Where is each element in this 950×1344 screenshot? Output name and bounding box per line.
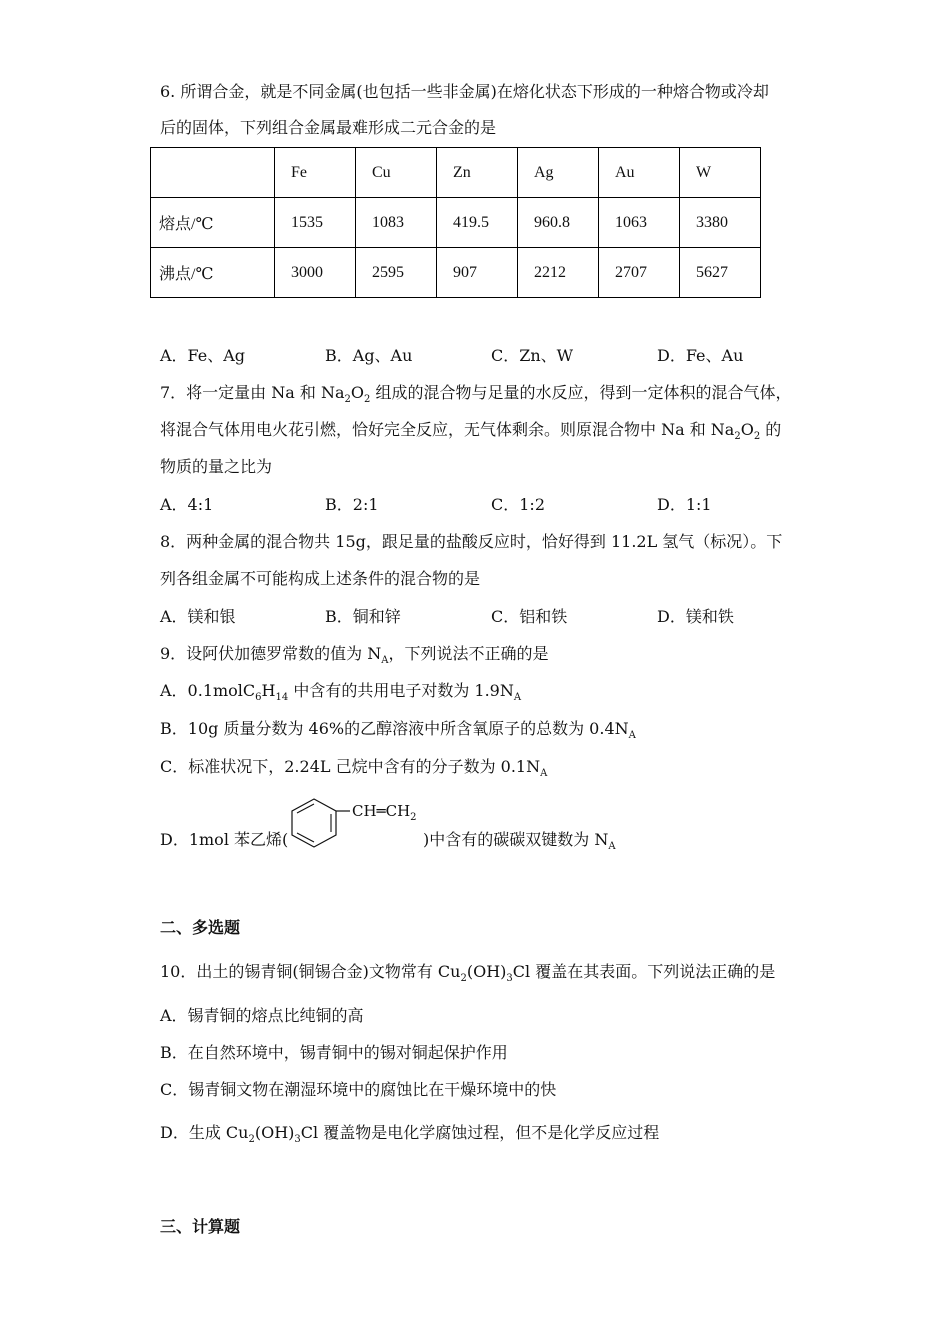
- table-cell: 3000: [275, 248, 356, 298]
- q7-option-d: D．1:1: [657, 495, 712, 514]
- q7-line2: 将混合气体用电火花引燃，恰好完全反应，无气体剩余。则原混合物中 Na 和 $Na_2O_2$ 的: [160, 420, 782, 442]
- table-cell: Fe: [275, 148, 356, 198]
- q7-option-a: A．4:1: [160, 495, 214, 514]
- table-cell: 3380: [680, 198, 761, 248]
- q9-option-d: D．1mol 苯乙烯(: [160, 830, 289, 849]
- table-header-row: [151, 148, 761, 198]
- table-cell: 1063: [599, 198, 680, 248]
- table-cell: 1083: [356, 198, 437, 248]
- q9-option-a: A．$0.1molC_6H_{14}$ 中含有的共用电子对数为 $1.9N_A$: [160, 681, 522, 703]
- q6-line1: 6. 所谓合金，就是不同金属(也包括一些非金属)在熔化状态下形成的一种熔合物或冷却: [160, 82, 769, 101]
- q10-option-b: B．在自然环境中，锡青铜中的锡对铜起保护作用: [160, 1043, 508, 1062]
- table-cell: 2707: [599, 248, 680, 298]
- q8-option-d: D．镁和铁: [657, 607, 734, 626]
- q7-option-c: C．1:2: [491, 495, 545, 514]
- q8-line1: 8．两种金属的混合物共 15g，跟足量的盐酸反应时，恰好得到 11.2L 氢气（标况）。下: [160, 532, 783, 551]
- q7-line3: 物质的量之比为: [160, 457, 273, 476]
- table-cell: 熔点/℃: [151, 198, 275, 248]
- q6-option-c: C．Zn、W: [491, 346, 574, 365]
- q10-line1: 10．出土的锡青铜(铜锡合金)文物常有 $Cu_2(OH)_3Cl$ 覆盖在其表面。下列说法正确的是: [160, 962, 776, 984]
- q10-option-a: A．锡青铜的熔点比纯铜的高: [160, 1006, 364, 1025]
- table-cell: Zn: [437, 148, 518, 198]
- q7-option-b: B．2:1: [325, 495, 379, 514]
- melting-boiling-table: [150, 147, 761, 298]
- q9-option-c: C．标准状况下，2.24L 己烷中含有的分子数为 $0.1N_A$: [160, 757, 548, 779]
- table-cell: W: [680, 148, 761, 198]
- q9-option-d-tail: )中含有的碳碳双键数为 $N_A$: [423, 830, 616, 852]
- q9-line1: 9．设阿伏加德罗常数的值为 $N_A$，下列说法不正确的是: [160, 644, 549, 666]
- q8-line2: 列各组金属不可能构成上述条件的混合物的是: [160, 569, 481, 588]
- q6-option-b: B．Ag、Au: [325, 346, 413, 365]
- q8-option-b: B．铜和锌: [325, 607, 401, 626]
- table-cell: Cu: [356, 148, 437, 198]
- table-row: [151, 248, 761, 298]
- table-row: [151, 198, 761, 248]
- q6-line2: 后的固体，下列组合金属最难形成二元合金的是: [160, 118, 497, 137]
- table-cell: 2212: [518, 248, 599, 298]
- benzene-ring-icon: [284, 796, 354, 850]
- section-title-multi-choice: 二、多选题: [160, 918, 241, 937]
- vinyl-group-label: $CH═CH_2$: [352, 802, 417, 823]
- q8-option-a: A．镁和银: [160, 607, 236, 626]
- table-cell: [151, 148, 275, 198]
- q6-option-d: D．Fe、Au: [657, 346, 744, 365]
- table-cell: 960.8: [518, 198, 599, 248]
- q10-option-d: D．生成 $Cu_2(OH)_3Cl$ 覆盖物是电化学腐蚀过程，但不是化学反应过程: [160, 1123, 660, 1145]
- table-cell: 2595: [356, 248, 437, 298]
- q9-option-b: B．10g 质量分数为 46%的乙醇溶液中所含氧原子的总数为 $0.4N_A$: [160, 719, 636, 741]
- section-title-calculation: 三、计算题: [160, 1217, 241, 1236]
- table-cell: 5627: [680, 248, 761, 298]
- q10-option-c: C．锡青铜文物在潮湿环境中的腐蚀比在干燥环境中的快: [160, 1080, 557, 1099]
- q6-option-a: A．Fe、Ag: [160, 346, 246, 365]
- q8-option-c: C．铝和铁: [491, 607, 568, 626]
- table-cell: 沸点/℃: [151, 248, 275, 298]
- q7-line1: 7．将一定量由 Na 和 $Na_2O_2$ 组成的混合物与足量的水反应，得到一定体积的混合气体，: [160, 383, 792, 405]
- table-cell: 907: [437, 248, 518, 298]
- table-cell: Ag: [518, 148, 599, 198]
- styrene-structure: [284, 796, 429, 850]
- table-cell: 419.5: [437, 198, 518, 248]
- table-cell: 1535: [275, 198, 356, 248]
- table-cell: Au: [599, 148, 680, 198]
